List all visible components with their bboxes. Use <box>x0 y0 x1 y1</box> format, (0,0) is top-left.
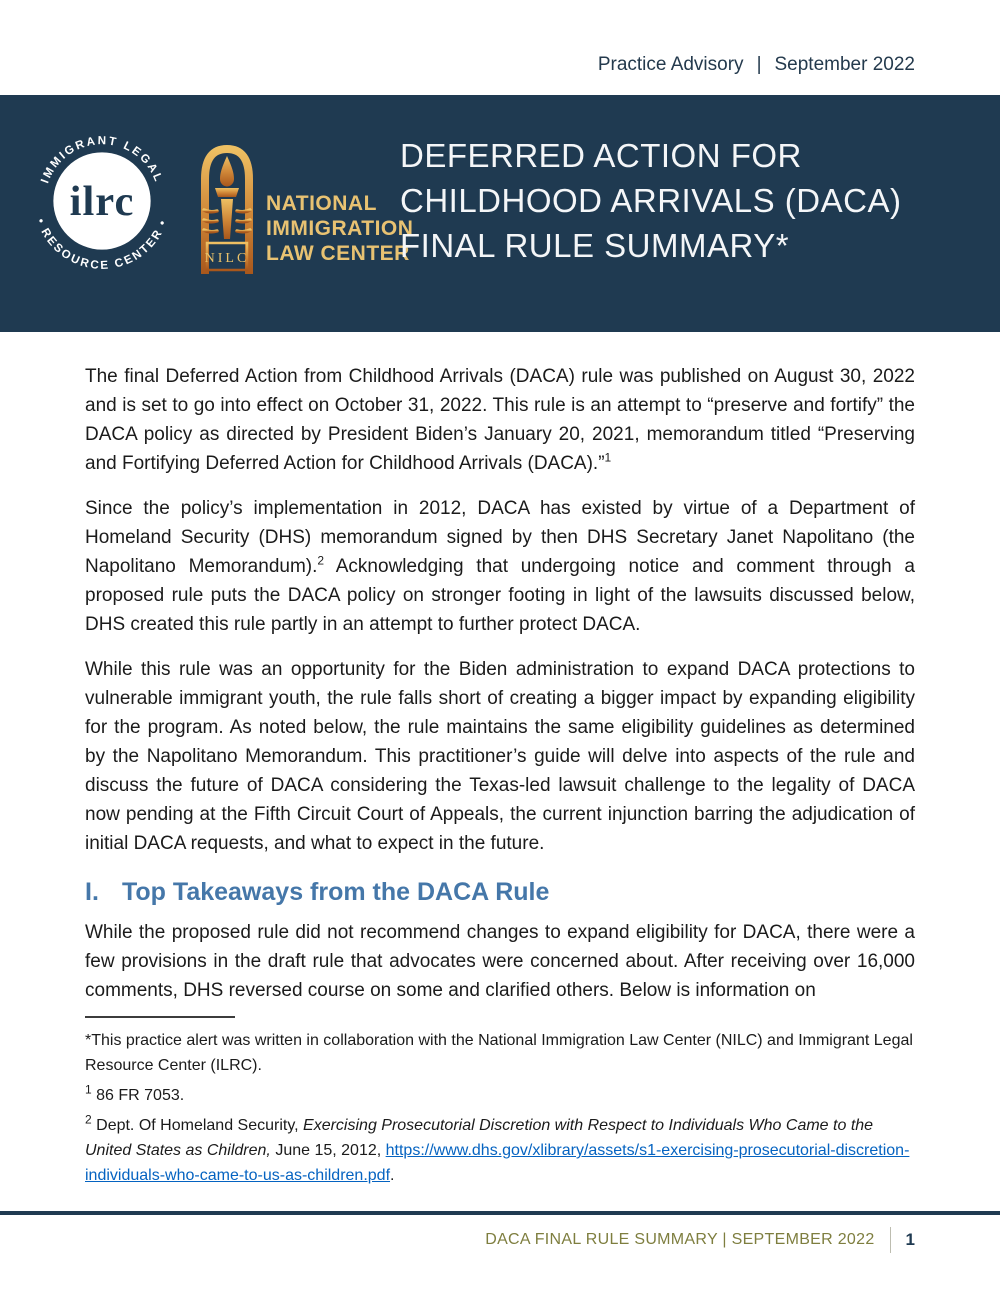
footer-label: DACA FINAL RULE SUMMARY | SEPTEMBER 2022 <box>485 1231 875 1248</box>
paragraph-2-text-a: Since the policy’s implementation in 2012, DACA has existed by virtue of a Department of Homeland Security (DHS) memorandum signed by then DHS Secretary Janet Napolitano (the Napolitano Memorandum). <box>85 498 915 577</box>
nilc-wordmark-line2: IMMIGRATION <box>266 217 414 240</box>
torch-stem <box>221 199 233 239</box>
footer-separator <box>890 1227 891 1253</box>
footnote-ref-1: 1 <box>604 450 612 465</box>
footnote-2-number: 2 <box>85 1112 92 1127</box>
advisory-date: September 2022 <box>774 54 915 75</box>
document-title-line1: DEFERRED ACTION FOR <box>400 137 802 174</box>
ilrc-acronym: ilrc <box>69 178 135 226</box>
flame-icon <box>220 156 234 187</box>
section-numeral: I. <box>85 878 99 906</box>
footer-rule <box>0 1211 1000 1215</box>
document-title <box>400 133 901 268</box>
paragraph-3: While this rule was an opportunity for the Biden administration to expand DACA protections to vulnerable immigrant youth, the rule falls short of creating a bigger impact by expanding eligibility for the program. As noted below, the rule maintains the same eligibility guidelines as determined by the Napolitano Memorandum. This practitioner’s guide will delve into aspects of the rule and discuss the future of DACA considering the Texas-led lawsuit challenge to the legality of DACA now pending at the Fifth Circuit Court of Appeals, the current injunction barring the adjudication of initial DACA requests, and what to expect in the future. <box>85 659 915 854</box>
nilc-wordmark <box>266 191 413 266</box>
footnote-2-text-b: June 15, 2012, <box>270 1142 386 1159</box>
paragraph-1 <box>85 362 915 478</box>
ilrc-arc-top-text: IMMIGRANT LEGAL <box>38 134 166 186</box>
footer <box>485 1224 915 1256</box>
footnote-1-text: 86 FR 7053. <box>91 1087 185 1104</box>
document-title-line2: CHILDHOOD ARRIVALS (DACA) <box>400 182 902 219</box>
nilc-wordmark-line1: NATIONAL <box>266 192 377 215</box>
torch-cup <box>215 188 239 197</box>
advisory-separator: | <box>756 54 762 75</box>
advisory-line <box>598 54 915 76</box>
section-heading-1 <box>85 874 915 910</box>
ilrc-logo <box>26 125 178 277</box>
paragraph-1-text: The final Deferred Action from Childhood Arrivals (DACA) rule was published on August 30, 2022 and is set to go into effect on October 31, 2022. This rule is an attempt to “preserve and fortify” the DACA policy as directed by President Biden’s January 20, 2021, memorandum titled “Preserving and Fortifying Deferred Action for Childhood Arrivals (DACA).” <box>85 366 915 474</box>
nilc-torch-icon <box>198 143 256 278</box>
nilc-acronym: NILC <box>204 251 250 266</box>
footnote-1 <box>85 1083 915 1108</box>
nilc-wordmark-line3: LAW CENTER <box>266 242 410 265</box>
section-title: Top Takeaways from the DACA Rule <box>122 878 550 906</box>
footnote-2-text-a: Dept. Of Homeland Security, <box>91 1117 304 1134</box>
footnote-2 <box>85 1113 915 1188</box>
footnote-separator <box>85 1016 235 1018</box>
dhs-memo-link[interactable]: https://www.dhs.gov/xlibrary/assets/s1-exercising-prosecutorial-discretion-individuals-who-came-to-us-as-children.pdf <box>85 1142 910 1184</box>
footnote-star: *This practice alert was written in collaboration with the National Immigration Law Center (NILC) and Immigrant Legal Resource Center (ILRC). <box>85 1032 913 1074</box>
footnote-2-case-title: Exercising Prosecutorial Discretion with Respect to Individuals Who Came to the United States as Children, <box>85 1117 874 1159</box>
footnote-2-text-c: . <box>390 1167 395 1184</box>
body-content <box>85 362 915 1021</box>
footnote-1-number: 1 <box>85 1082 92 1097</box>
paragraph-2 <box>85 494 915 639</box>
ilrc-arc-bottom-text: • RESOURCE CENTER • <box>33 216 171 273</box>
document-title-line3: FINAL RULE SUMMARY* <box>400 227 790 264</box>
paragraph-2-text-b: Acknowledging that undergoing notice and comment through a proposed rule puts the DACA policy on stronger footing in light of the lawsuits discussed below, DHS created this rule partly in an attempt to further protect DACA. <box>85 556 915 635</box>
footnote-ref-2: 2 <box>317 553 325 568</box>
page-number: 1 <box>905 1230 915 1249</box>
header-band <box>0 95 1000 332</box>
advisory-label: Practice Advisory <box>597 54 744 75</box>
paragraph-4: While the proposed rule did not recommend changes to expand eligibility for DACA, there were a few provisions in the draft rule that advocates were concerned about. After receiving over 16,000 comments, DHS reversed course on some and clarified others. Below is information on <box>85 922 915 1001</box>
footnotes-section <box>85 1016 915 1193</box>
